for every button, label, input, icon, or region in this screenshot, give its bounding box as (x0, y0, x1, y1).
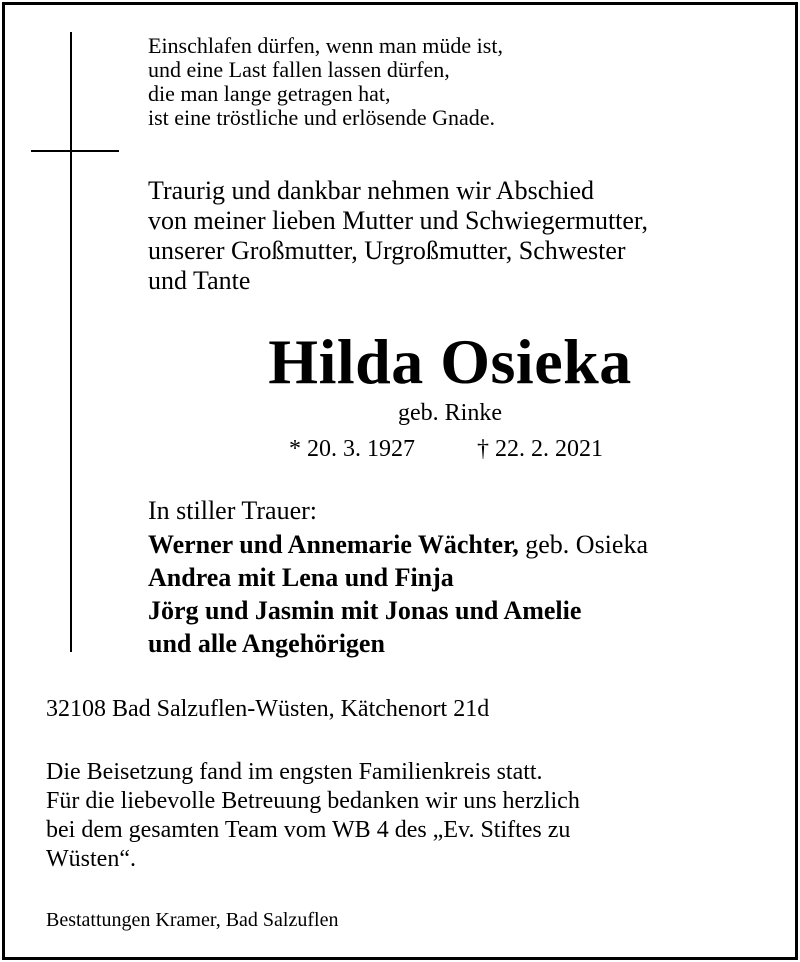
mourning-heading: In stiller Trauer: (148, 496, 317, 525)
mourner-line: Andrea mit Lena und Finja (148, 563, 454, 592)
poem-line: ist eine tröstliche und erlösende Gnade. (148, 105, 496, 130)
address: 32108 Bad Salzuflen-Wüsten, Kätchenort 21d (46, 696, 490, 722)
mourner-names: Werner und Annemarie Wächter, (148, 530, 519, 559)
intro-line: Traurig und dankbar nehmen wir Abschied (148, 176, 595, 205)
mourner-maiden-name: geb. Osieka (518, 530, 648, 559)
intro-line: von meiner lieben Mutter und Schwiegermutter, (148, 206, 649, 235)
mourner-line: Jörg und Jasmin mit Jonas und Amelie (148, 596, 582, 625)
notice-line: bei dem gesamten Team vom WB 4 des „Ev. Stiftes zu (46, 817, 571, 843)
birth-name: geb. Rinke (398, 400, 502, 426)
notice-line: Für die liebevolle Betreuung bedanken wir uns herzlich (46, 788, 580, 814)
notice-line: Wüsten“. (46, 846, 136, 872)
death-date: † 22. 2. 2021 (477, 436, 603, 462)
poem (148, 34, 503, 130)
poem-line: die man lange getragen hat, (148, 81, 391, 106)
poem-line: und eine Last fallen lassen dürfen, (148, 57, 450, 82)
burial-notice (46, 758, 580, 874)
cross-vertical-bar (70, 32, 72, 652)
intro-line: und Tante (148, 266, 251, 295)
poem-line: Einschlafen dürfen, wenn man müde ist, (148, 33, 503, 58)
cross-horizontal-bar (31, 150, 119, 152)
deceased-name: Hilda Osieka (268, 326, 632, 397)
farewell-intro (148, 176, 648, 296)
mourner-line: und alle Angehörigen (148, 629, 385, 658)
intro-line: unserer Großmutter, Urgroßmutter, Schwester (148, 236, 626, 265)
undertaker: Bestattungen Kramer, Bad Salzuflen (46, 909, 339, 931)
mourners-list (148, 528, 648, 660)
birth-date: * 20. 3. 1927 (289, 436, 415, 462)
notice-line: Die Beisetzung fand im engsten Familienkreis statt. (46, 759, 543, 785)
mourner-line (148, 528, 648, 561)
